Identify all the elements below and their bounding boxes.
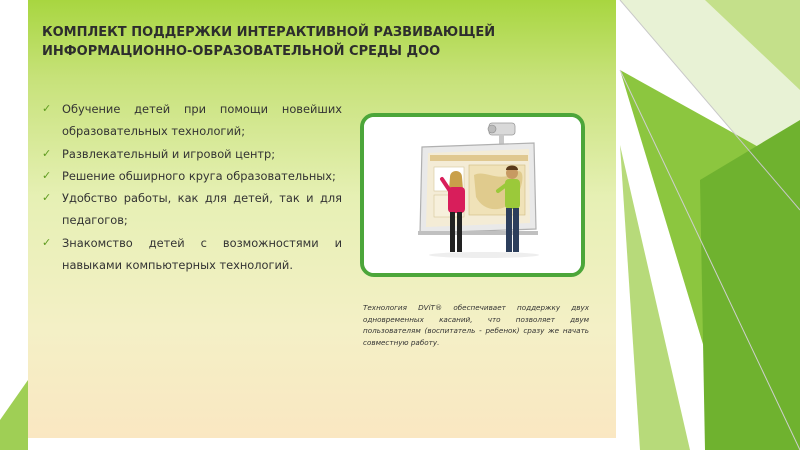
bullet-text: Развлекательный и игровой центр; [62,146,276,161]
checkmark-icon: ✓ [42,102,52,115]
slide-title [42,23,602,61]
title-line-1: КОМПЛЕКТ ПОДДЕРЖКИ ИНТЕРАКТИВНОЙ РАЗВИВАЮЩЕЙ [42,25,496,40]
whiteboard-illustration [364,117,581,273]
list-item [40,98,342,143]
title-line-2: ИНФОРМАЦИОННО-ОБРАЗОВАТЕЛЬНОЙ СРЕДЫ ДОО [42,44,441,59]
list-item [40,187,342,232]
bullet-text: Удобство работы, как для детей, так и для педагогов; [62,191,342,228]
bullet-list [40,98,342,276]
bullet-text: Знакомство детей с возможностями и навыками компьютерных технологий. [62,235,342,273]
interactive-whiteboard-photo [360,113,585,277]
list-item [40,232,342,277]
checkmark-icon: ✓ [42,235,52,249]
checkmark-icon: ✓ [42,168,52,182]
bullet-text: Обучение детей при помощи новейших образовательных технологий; [62,102,342,139]
checkmark-icon: ✓ [42,191,52,205]
photo-caption: Технология DViT® обеспечивает поддержку двух одновременных касаний, что позволяет двум пользователям (воспитатель - ребенок) сразу же начать совместную работу. [363,303,589,347]
checkmark-icon: ✓ [42,146,52,160]
bullet-text: Решение обширного круга образовательных; [62,168,336,183]
slide-panel [28,0,616,438]
list-item [40,165,342,187]
list-item [40,143,342,165]
